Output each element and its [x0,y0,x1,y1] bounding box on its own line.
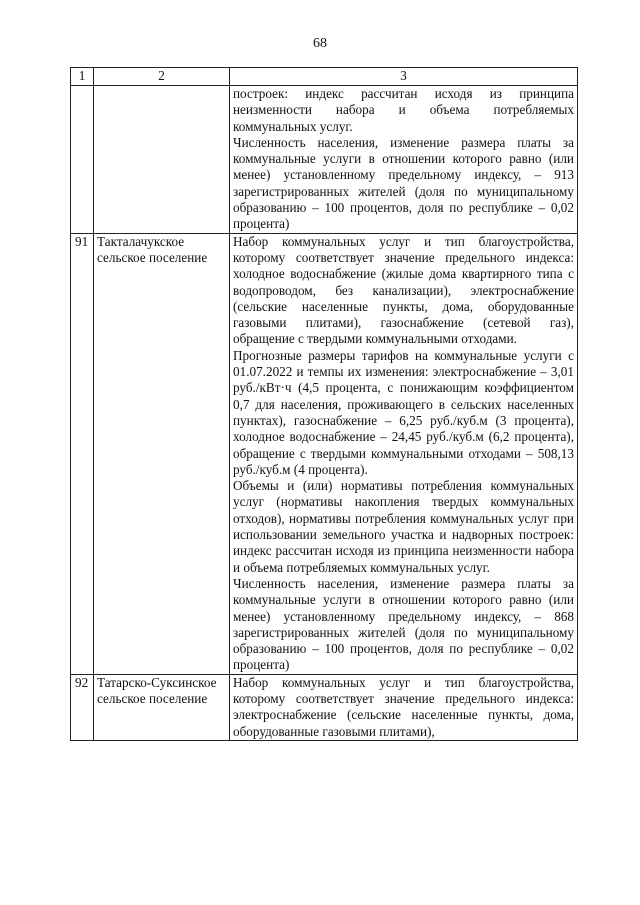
tariff-table [70,67,578,741]
header-col-3: 3 [230,68,578,86]
row-description [230,86,578,234]
paragraph: Численность населения, изменение размера платы за коммунальные услуги в отношении которого равно (или менее) установленному предельному индексу, – 868 зарегистрированных жителей (доля по муниципальному образованию – 100 процентов, доля по республике – 0,02 процента) [233,575,574,673]
row-number: 92 [71,674,94,740]
settlement-name: Татарско-Суксинское сельское поселение [94,674,230,740]
row-number [71,86,94,234]
header-col-2: 2 [94,68,230,86]
row-number: 91 [71,233,94,674]
table-row [71,86,578,234]
paragraph: Набор коммунальных услуг и тип благоустройства, которому соответствует значение предельного индекса: электроснабжение (сельские населенные пункты, дома, оборудованные газовыми плитами), [233,674,574,739]
table-row [71,674,578,740]
paragraph: Набор коммунальных услуг и тип благоустройства, которому соответствует значение предельного индекса: холодное водоснабжение (жилые дома квартирного типа с водопроводом, без канализации), электроснабжение (сельские населенные пункты, дома, оборудованные газовыми плитами), газоснабжение (сетевой газ), обращение с твердыми коммунальными отходами. [233,233,574,347]
row-description [230,233,578,674]
paragraph: Прогнозные размеры тарифов на коммунальные услуги с 01.07.2022 и темпы их изменения: электроснабжение – 3,01 руб./кВт·ч (4,5 процента, с понижающим коэффициентом 0,7 для населения, проживающего в сельских населенных пунктах), газоснабжение – 6,25 руб./куб.м (3 процента), холодное водоснабжение – 24,45 руб./куб.м (6,2 процента), обращение с твердыми коммунальными отходами – 508,13 руб./куб.м (4 процента). [233,347,574,477]
page-number: 68 [313,36,327,51]
settlement-name: Такталачукское сельское поселение [94,233,230,674]
paragraph: Объемы и (или) нормативы потребления коммунальных услуг (нормативы накопления твердых коммунальных отходов), нормативы потребления коммунальных услуг при использовании земельного участка и надворных построек: индекс рассчитан исходя из принципа неизменности набора и объема потребляемых коммунальных услуг. [233,478,574,575]
table-header-row [71,68,578,86]
header-col-1: 1 [71,68,94,86]
paragraph: Численность населения, изменение размера платы за коммунальные услуги в отношении которого равно (или менее) установленному предельному индексу, – 913 зарегистрированных жителей (доля по муниципальному образованию – 100 процентов, доля по республике – 0,02 процента) [233,134,574,232]
settlement-name [94,86,230,234]
table-row [71,233,578,674]
paragraph: построек: индекс рассчитан исходя из принципа неизменности набора и объема потребляемых коммунальных услуг. [233,86,574,134]
row-description [230,674,578,740]
